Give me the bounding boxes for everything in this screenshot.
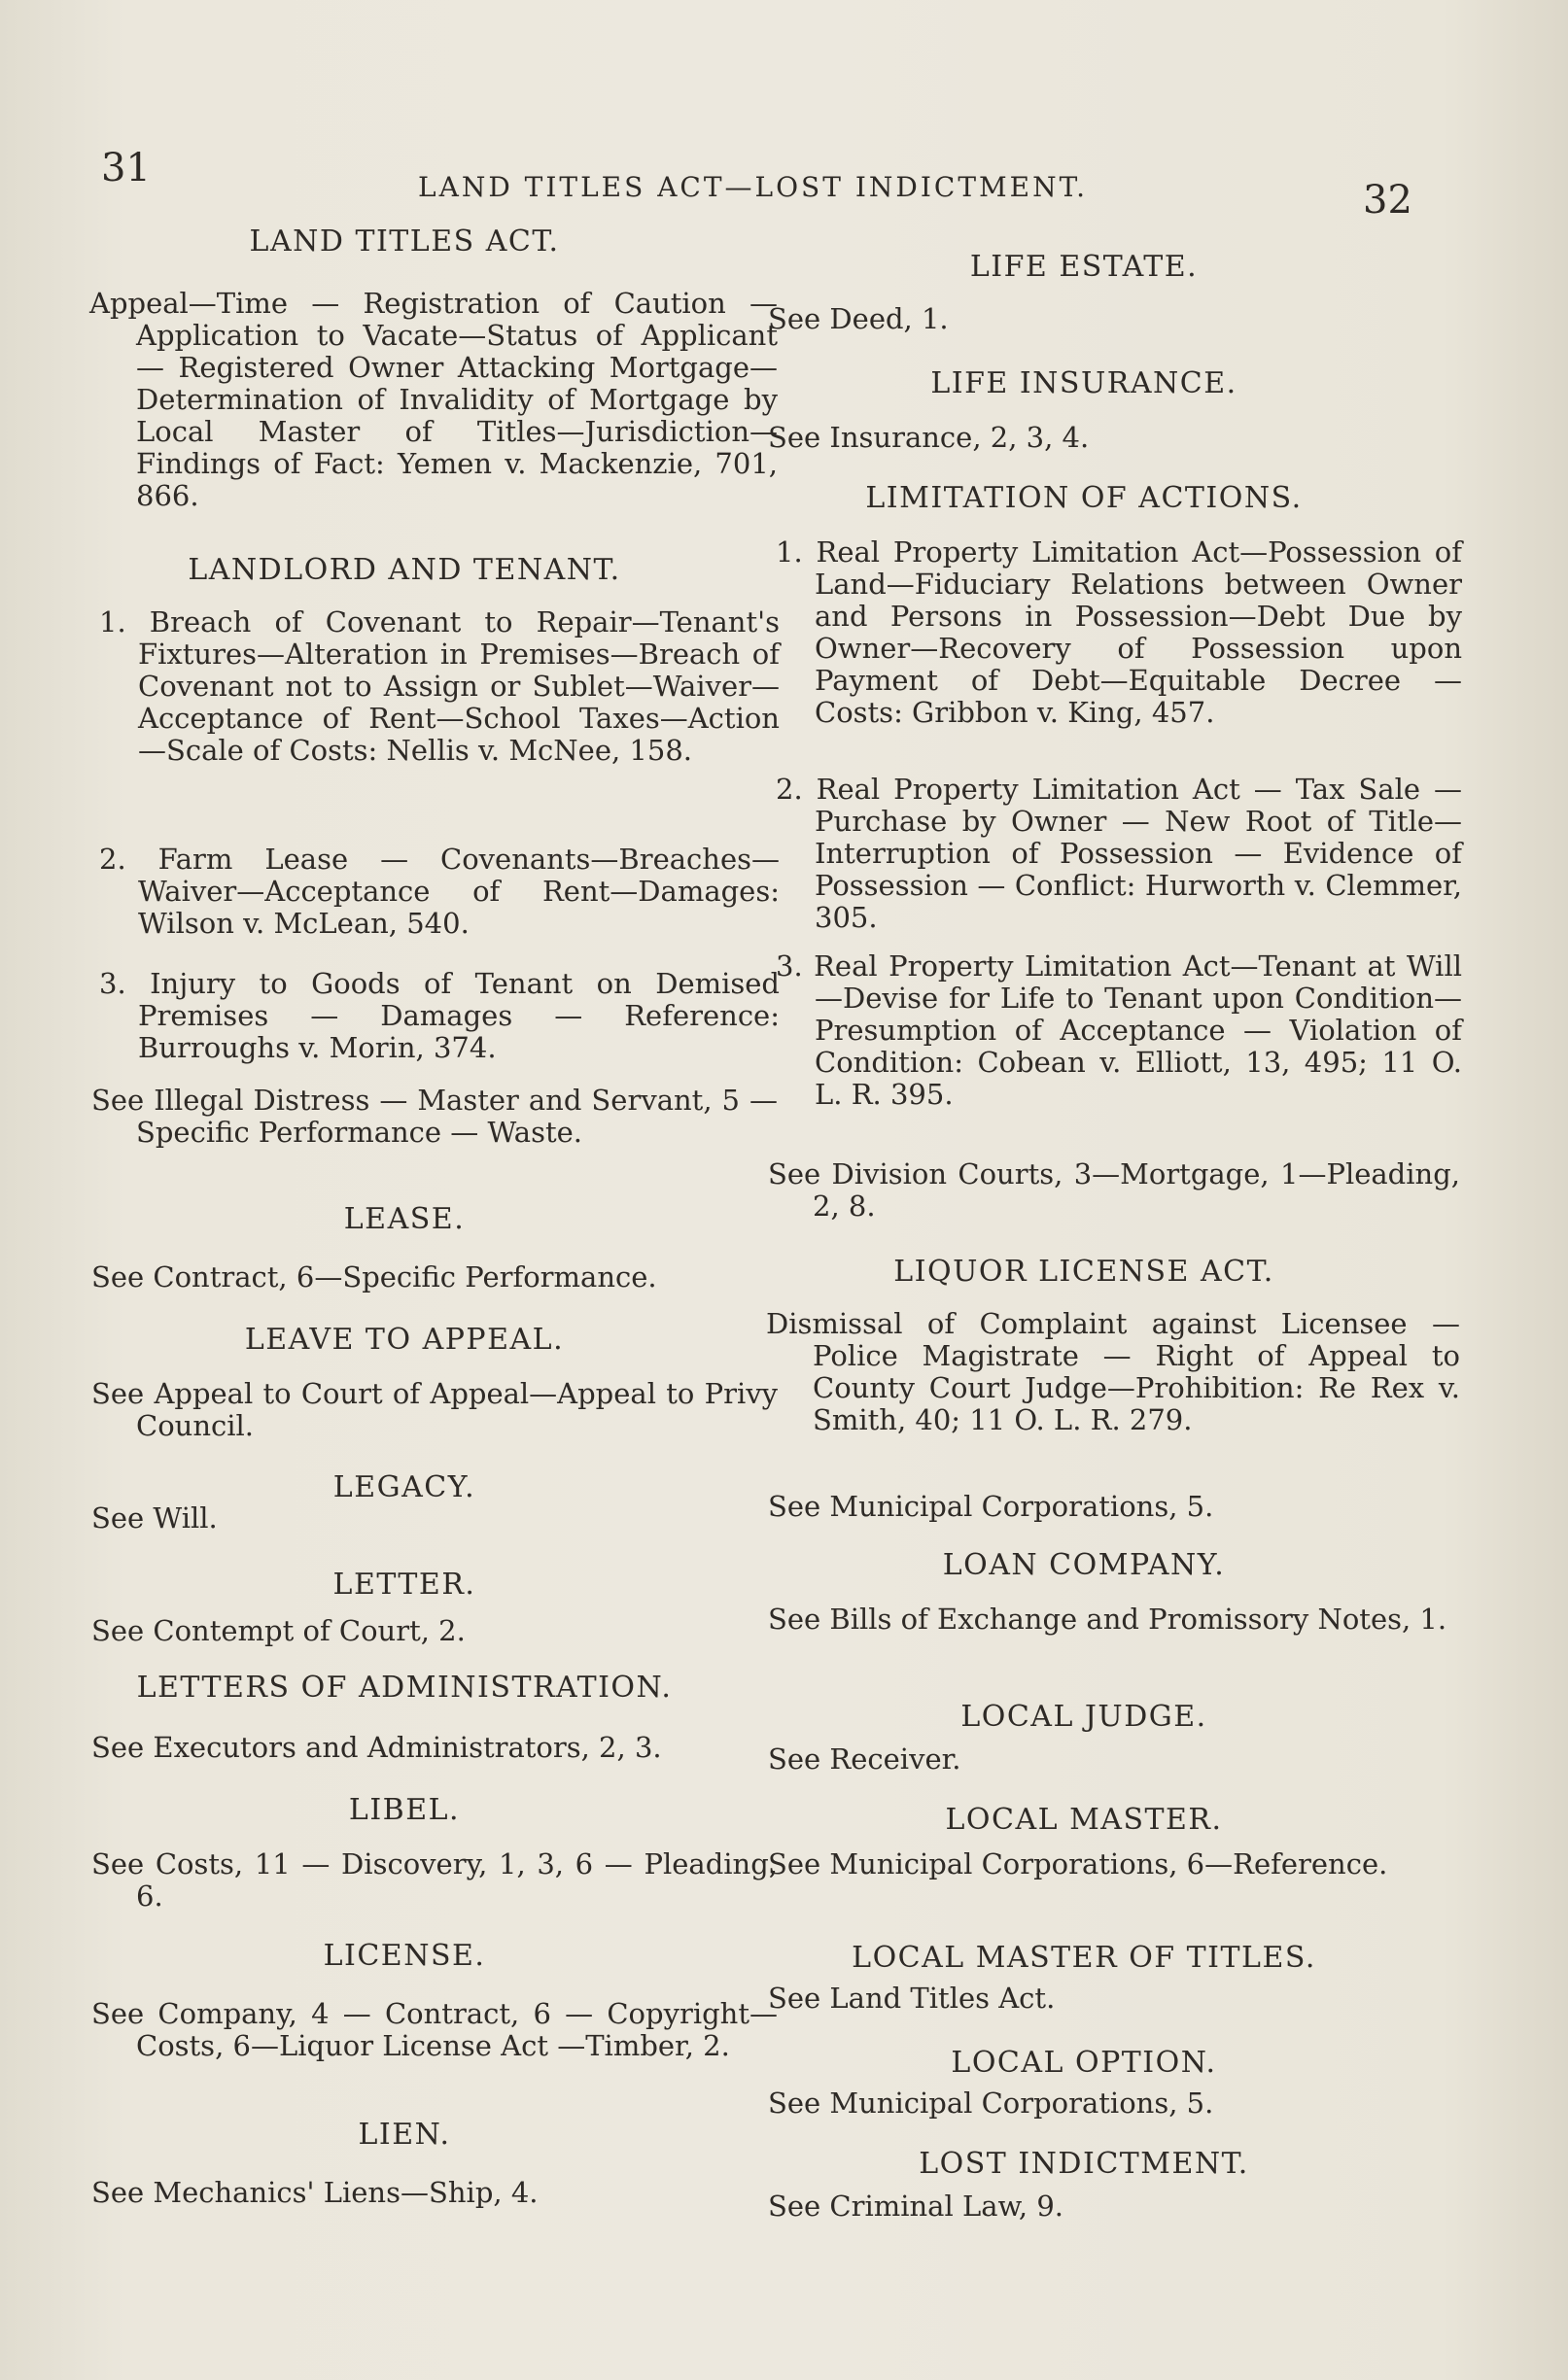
see-libel: See Costs, 11 — Discovery, 1, 3, 6 — Pleading, 6. — [91, 1847, 778, 1913]
see-lease: See Contract, 6—Specific Performance. — [91, 1260, 657, 1293]
heading-loan-company: LOAN COMPANY. — [942, 1548, 1226, 1582]
heading-liquor-license-act: LIQUOR LICENSE ACT. — [893, 1255, 1274, 1289]
entry-land-titles-appeal: Appeal—Time — Registration of Caution —Application to Vacate—Status of Applicant — Registered Owner Attacking Mortgage—Determination of Invalidity of Mortgage by Local Master of Titles—Jurisdiction—Findings of Fact: Yemen v. Mackenzie, 701, 866. — [89, 287, 778, 512]
heading-letters-of-administration: LETTERS OF ADMINISTRATION. — [136, 1671, 673, 1705]
heading-life-insurance: LIFE INSURANCE. — [930, 366, 1237, 400]
heading-land-titles-act: LAND TITLES ACT. — [249, 224, 560, 259]
heading-license: LICENSE. — [323, 1939, 486, 1973]
see-loan-company: See Bills of Exchange and Promissory Notes, 1. — [768, 1603, 1447, 1636]
heading-local-judge: LOCAL JUDGE. — [960, 1700, 1207, 1734]
see-letter: See Contempt of Court, 2. — [91, 1614, 466, 1647]
entry-limitation-2: 2. Real Property Limitation Act — Tax Sale — Purchase by Owner — New Root of Title—Interruption of Possession — Evidence of Possession — Conflict: Hurworth v. Clemmer, 305. — [776, 773, 1462, 934]
right-page-number: 32 — [1363, 178, 1412, 223]
heading-libel: LIBEL. — [348, 1793, 461, 1827]
see-leave-to-appeal: See Appeal to Court of Appeal—Appeal to Privy Council. — [91, 1377, 778, 1442]
entry-landlord-2: 2. Farm Lease — Covenants—Breaches—Waiver—Acceptance of Rent—Damages: Wilson v. McLean, 540. — [99, 843, 780, 940]
see-letters-of-administration: See Executors and Administrators, 2, 3. — [91, 1731, 662, 1764]
heading-lease: LEASE. — [343, 1202, 466, 1236]
see-limitation: See Division Courts, 3—Mortgage, 1—Pleading, 2, 8. — [768, 1157, 1460, 1223]
see-landlord: See Illegal Distress — Master and Servant, 5 — Specific Performance — Waste. — [91, 1084, 778, 1149]
heading-local-master: LOCAL MASTER. — [945, 1803, 1223, 1837]
see-local-master: See Municipal Corporations, 6—Reference. — [768, 1847, 1388, 1880]
heading-local-option: LOCAL OPTION. — [951, 2046, 1217, 2080]
see-life-insurance: See Insurance, 2, 3, 4. — [768, 421, 1090, 454]
entry-liquor-license: Dismissal of Complaint against Licensee — Police Magistrate — Right of Appeal to County Court Judge—Prohibition: Re Rex v. Smith, 40; 11 O. L. R. 279. — [766, 1307, 1460, 1436]
heading-life-estate: LIFE ESTATE. — [969, 250, 1199, 284]
heading-lost-indictment: LOST INDICTMENT. — [919, 2147, 1249, 2181]
see-lost-indictment: See Criminal Law, 9. — [768, 2190, 1064, 2223]
running-header: LAND TITLES ACT—LOST INDICTMENT. — [418, 171, 1089, 203]
heading-lien: LIEN. — [358, 2118, 451, 2152]
see-legacy: See Will. — [91, 1501, 218, 1535]
entry-landlord-1: 1. Breach of Covenant to Repair—Tenant's Fixtures—Alteration in Premises—Breach of Covenant not to Assign or Sublet—Waiver—Acceptance of Rent—School Taxes—Action —Scale of Costs: Nellis v. McNee, 158. — [99, 605, 780, 767]
see-local-option: See Municipal Corporations, 5. — [768, 2087, 1214, 2120]
heading-landlord-tenant: LANDLORD AND TENANT. — [188, 553, 621, 587]
heading-leave-to-appeal: LEAVE TO APPEAL. — [244, 1323, 565, 1357]
left-page-number: 31 — [101, 146, 151, 190]
see-lien: See Mechanics' Liens—Ship, 4. — [91, 2176, 539, 2209]
see-license: See Company, 4 — Contract, 6 — Copyright—Costs, 6—Liquor License Act —Timber, 2. — [91, 1997, 778, 2062]
see-life-estate: See Deed, 1. — [768, 302, 949, 335]
see-local-master-of-titles: See Land Titles Act. — [768, 1982, 1056, 2015]
heading-limitation-of-actions: LIMITATION OF ACTIONS. — [865, 481, 1303, 515]
see-liquor-license: See Municipal Corporations, 5. — [768, 1490, 1214, 1523]
see-local-judge: See Receiver. — [768, 1742, 961, 1776]
entry-limitation-1: 1. Real Property Limitation Act—Possession of Land—Fiduciary Relations between Owner and Persons in Possession—Debt Due by Owner—Recovery of Possession upon Payment of Debt—Equitable Decree — Costs: Gribbon v. King, 457. — [776, 535, 1462, 729]
heading-letter: LETTER. — [332, 1568, 476, 1602]
entry-limitation-3: 3. Real Property Limitation Act—Tenant at Will—Devise for Life to Tenant upon Condition—Presumption of Acceptance — Violation of Condition: Cobean v. Elliott, 13, 495; 11 O. L. R. 395. — [776, 949, 1462, 1111]
entry-landlord-3: 3. Injury to Goods of Tenant on Demised Premises — Damages — Reference: Burroughs v. Morin, 374. — [99, 967, 780, 1064]
heading-legacy: LEGACY. — [332, 1470, 476, 1504]
heading-local-master-of-titles: LOCAL MASTER OF TITLES. — [852, 1941, 1316, 1975]
